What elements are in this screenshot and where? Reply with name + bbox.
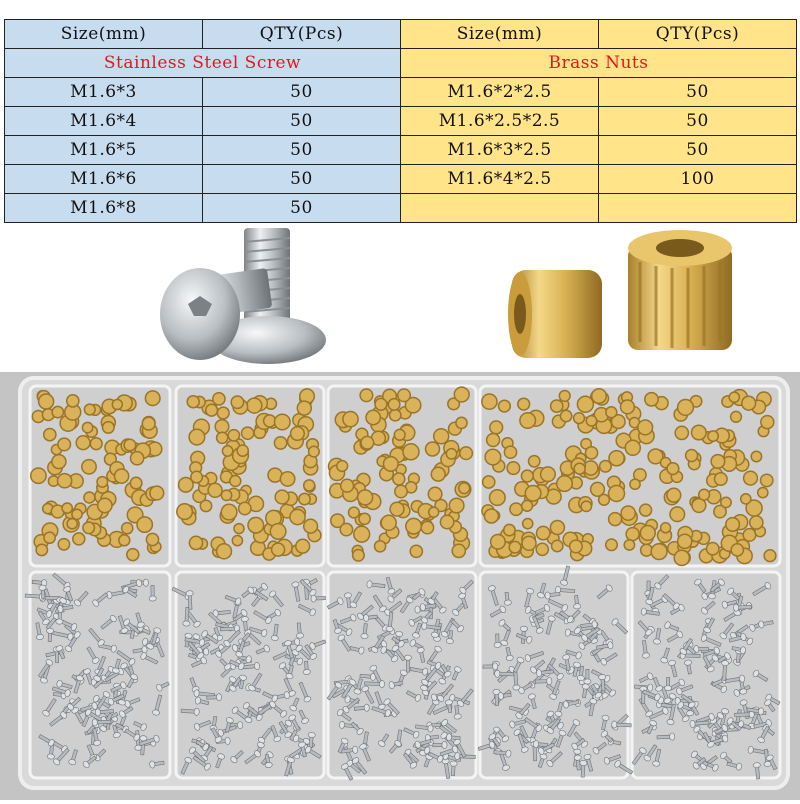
brass-nut	[98, 498, 112, 512]
brass-nut	[521, 470, 533, 482]
brass-nut	[124, 439, 136, 451]
brass-nut	[529, 456, 540, 467]
brass-nut	[31, 468, 46, 483]
brass-nut	[142, 417, 155, 430]
brass-nut	[520, 413, 536, 429]
section-title-nuts: Brass Nuts	[401, 49, 797, 78]
brass-nut	[577, 396, 593, 412]
brass-nut	[599, 494, 610, 505]
brass-nut	[707, 543, 719, 555]
brass-nut	[360, 389, 373, 402]
brass-nut	[97, 477, 108, 488]
brass-nut	[150, 486, 164, 500]
brass-nut	[504, 446, 516, 458]
brass-nut	[509, 541, 521, 553]
brass-nut	[626, 528, 639, 541]
brass-nut	[586, 416, 596, 426]
table-row	[5, 136, 797, 165]
screw-qty-cell: 50	[203, 78, 401, 107]
brass-nut	[678, 400, 694, 416]
brass-nut	[217, 407, 229, 419]
product-photos-svg	[0, 222, 800, 372]
brass-nut	[341, 479, 354, 492]
brass-nut	[522, 536, 536, 550]
brass-nut	[606, 407, 617, 418]
brass-nut	[36, 544, 47, 555]
brass-nut	[189, 536, 202, 549]
brass-nut	[574, 413, 585, 424]
brass-nut	[375, 398, 387, 410]
brass-nut	[67, 395, 79, 407]
brass-nut	[758, 488, 768, 498]
brass-nut	[127, 549, 139, 561]
brass-nut	[751, 451, 761, 461]
header-qty-right: QTY(Pcs)	[599, 20, 797, 49]
brass-nut	[750, 516, 763, 529]
brass-nut	[146, 533, 158, 545]
brass-nut	[485, 449, 501, 465]
brass-nut	[550, 521, 564, 535]
brass-nut	[200, 500, 211, 511]
screw-size-cell: M1.6*4	[5, 107, 203, 136]
brass-nut	[621, 400, 635, 414]
brass-nut	[581, 501, 591, 511]
brass-nut	[232, 536, 242, 546]
brass-nut	[523, 519, 533, 529]
header-size-right: Size(mm)	[401, 20, 599, 49]
table-row	[5, 165, 797, 194]
brass-nut	[761, 474, 773, 486]
brass-nut	[76, 436, 90, 450]
brass-nut	[247, 398, 262, 413]
screw-size-cell: M1.6*6	[5, 165, 203, 194]
brass-nut	[52, 406, 63, 417]
brass-nut	[358, 490, 373, 505]
brass-nut	[678, 534, 692, 548]
brass-nut	[222, 446, 232, 456]
brass-nut	[692, 425, 707, 440]
brass-nut	[213, 393, 225, 405]
nut-qty-cell: 50	[599, 78, 797, 107]
brass-nut	[403, 444, 419, 460]
brass-nut	[381, 515, 396, 530]
brass-nut	[428, 487, 442, 501]
assortment-box-svg	[0, 372, 800, 800]
brass-nut	[429, 507, 439, 517]
brass-nut	[744, 471, 758, 485]
brass-nut	[122, 523, 133, 534]
product-photos	[0, 222, 800, 372]
brass-nut	[375, 541, 386, 552]
brass-nut	[686, 450, 698, 462]
brass-nut	[353, 550, 365, 562]
table-row	[5, 194, 797, 223]
brass-nut	[674, 550, 689, 565]
brass-nut	[630, 479, 640, 489]
brass-nut	[499, 400, 511, 412]
brass-nut	[491, 535, 506, 550]
screw-size-cell: M1.6*8	[5, 194, 203, 223]
brass-nut	[275, 490, 289, 504]
brass-nut	[299, 493, 310, 504]
screw-qty-cell: 50	[203, 165, 401, 194]
brass-nut	[84, 404, 95, 415]
brass-nut	[421, 521, 433, 533]
brass-nut	[741, 494, 751, 504]
brass-nut	[39, 394, 54, 409]
brass-nut	[452, 544, 465, 557]
brass-nut	[337, 461, 348, 472]
nut-qty-cell: 100	[599, 165, 797, 194]
brass-nut	[560, 410, 571, 421]
brass-nut	[699, 489, 710, 500]
brass-nut	[557, 476, 573, 492]
brass-nut	[731, 544, 743, 556]
brass-nut	[708, 431, 718, 441]
nut-size-cell	[401, 194, 599, 223]
nut-size-cell: M1.6*4*2.5	[401, 165, 599, 194]
brass-nut	[670, 507, 685, 522]
brass-nut	[507, 462, 520, 475]
brass-nut	[242, 427, 254, 439]
brass-nut	[131, 452, 144, 465]
brass-nut	[483, 476, 495, 488]
screw-qty-cell: 50	[203, 136, 401, 165]
brass-nut	[145, 391, 160, 406]
brass-nut	[638, 420, 653, 435]
section-title-screws: Stainless Steel Screw	[5, 49, 401, 78]
brass-nut	[270, 524, 286, 540]
nut-qty-cell: 50	[599, 136, 797, 165]
brass-nut	[349, 507, 360, 518]
brass-nut	[525, 486, 541, 502]
brass-nut	[115, 469, 129, 483]
brass-nut	[449, 498, 464, 513]
brass-nut	[221, 490, 231, 500]
brass-nut	[456, 417, 467, 428]
brass-nut	[130, 477, 142, 489]
brass-nut	[119, 535, 130, 546]
brass-nut	[103, 422, 115, 434]
brass-nut	[406, 518, 422, 534]
brass-nut	[67, 519, 77, 529]
brass-nut	[434, 429, 449, 444]
brass-nut	[239, 502, 251, 514]
brass-nut	[84, 492, 95, 503]
brass-nut	[743, 529, 756, 542]
brass-nut	[83, 522, 95, 534]
brass-nut	[454, 387, 469, 402]
brass-nut	[215, 420, 229, 434]
brass-nut	[667, 488, 681, 502]
brass-nut	[112, 400, 122, 410]
brass-nut	[366, 410, 380, 424]
brass-nut	[711, 455, 725, 469]
brass-nut	[343, 412, 358, 427]
brass-nut	[274, 437, 286, 449]
brass-nut	[395, 485, 407, 497]
brass-nut	[191, 471, 203, 483]
spec-table	[4, 19, 797, 223]
brass-nut	[394, 429, 405, 440]
brass-nut	[459, 483, 470, 494]
brass-nut	[482, 394, 497, 409]
brass-nut	[487, 434, 500, 447]
nut-size-cell: M1.6*3*2.5	[401, 136, 599, 165]
brass-nut	[536, 543, 548, 555]
brass-nut	[388, 399, 400, 411]
brass-nut	[731, 411, 742, 422]
brass-nut	[280, 472, 294, 486]
brass-nut	[304, 480, 315, 491]
brass-nut	[73, 533, 85, 545]
assortment-box-photo	[0, 372, 800, 800]
brass-nut	[177, 504, 193, 520]
brass-nut	[661, 523, 671, 533]
brass-nut	[390, 502, 404, 516]
brass-nut	[624, 540, 634, 550]
brass-nut	[234, 524, 244, 534]
brass-nut	[675, 426, 688, 439]
brass-nut	[58, 474, 72, 488]
brass-nut	[645, 393, 658, 406]
brass-nut	[384, 457, 399, 472]
brass-nut	[431, 467, 445, 481]
brass-nut	[390, 410, 401, 421]
brass-nut	[667, 463, 679, 475]
brass-nut	[585, 447, 597, 459]
brass-nut	[44, 429, 56, 441]
brass-nut	[208, 483, 222, 497]
nut-size-cell: M1.6*2*2.5	[401, 78, 599, 107]
brass-nut	[504, 524, 515, 535]
brass-nut	[570, 540, 583, 553]
nut-qty-cell	[599, 194, 797, 223]
brass-nut	[606, 539, 618, 551]
brass-nut	[640, 504, 652, 516]
brass-nut	[297, 401, 311, 415]
brass-nut	[189, 429, 205, 445]
brass-nut	[559, 391, 570, 402]
brass-nut	[518, 398, 530, 410]
brass-nut	[217, 432, 228, 443]
brass-nut	[44, 532, 55, 543]
brass-nut	[264, 415, 276, 427]
brass-nut	[52, 455, 66, 469]
brass-nut	[726, 518, 740, 532]
brass-nut	[354, 526, 370, 542]
header-qty-left: QTY(Pcs)	[203, 20, 401, 49]
brass-nut	[592, 389, 607, 404]
brass-nut	[275, 414, 291, 430]
brass-nut	[764, 550, 776, 562]
brass-nut	[359, 513, 370, 524]
brass-nut-photo	[508, 230, 732, 358]
brass-nut	[537, 526, 550, 539]
table-row	[5, 78, 797, 107]
brass-nut	[574, 463, 585, 474]
screw-size-cell: M1.6*3	[5, 78, 203, 107]
screw-size-cell: M1.6*5	[5, 136, 203, 165]
brass-nut	[600, 461, 612, 473]
header-size-left: Size(mm)	[5, 20, 203, 49]
brass-nut	[715, 473, 728, 486]
screw-qty-cell: 50	[203, 194, 401, 223]
brass-nut	[721, 497, 731, 507]
brass-nut	[609, 513, 622, 526]
brass-nut	[361, 436, 374, 449]
brass-nut	[237, 445, 248, 456]
brass-nut	[304, 519, 318, 533]
brass-nut	[552, 540, 563, 551]
brass-nut	[446, 449, 456, 459]
brass-nut	[621, 506, 635, 520]
brass-nut	[551, 400, 563, 412]
brass-nut	[62, 503, 72, 513]
brass-nut	[541, 467, 556, 482]
brass-nut	[398, 389, 411, 402]
brass-nut	[490, 490, 506, 506]
brass-nut	[609, 486, 625, 502]
brass-nut	[291, 427, 305, 441]
stainless-screw-photo	[160, 228, 326, 364]
section-title-row	[5, 49, 797, 78]
brass-nut	[72, 509, 82, 519]
brass-nut	[393, 473, 405, 485]
brass-nut	[187, 396, 199, 408]
brass-nut	[729, 392, 739, 402]
header-row	[5, 20, 797, 49]
brass-nut	[231, 396, 243, 408]
brass-nut	[248, 517, 264, 533]
brass-nut	[651, 544, 667, 560]
brass-nut	[426, 442, 440, 456]
brass-nut	[522, 500, 533, 511]
brass-nut	[217, 544, 232, 559]
brass-nut	[221, 504, 237, 520]
table-row	[5, 107, 797, 136]
brass-nut	[290, 509, 305, 524]
brass-nut	[58, 438, 71, 451]
brass-nut	[137, 517, 152, 532]
brass-nut	[82, 460, 96, 474]
nut-qty-cell: 50	[599, 107, 797, 136]
brass-nut	[228, 430, 239, 441]
brass-nut	[742, 396, 756, 410]
brass-nut	[272, 543, 285, 556]
brass-nut	[640, 526, 655, 541]
brass-nut	[410, 545, 422, 557]
brass-nut	[296, 539, 310, 553]
brass-nut	[625, 440, 640, 455]
brass-nut	[761, 416, 774, 429]
brass-nut	[82, 422, 92, 432]
brass-nut	[340, 523, 352, 535]
brass-nut	[230, 476, 241, 487]
brass-nut	[206, 404, 218, 416]
nut-size-cell: M1.6*2.5*2.5	[401, 107, 599, 136]
brass-nut	[460, 447, 473, 460]
screw-qty-cell: 50	[203, 107, 401, 136]
brass-nut	[309, 446, 320, 457]
brass-nut	[90, 438, 102, 450]
brass-nut	[510, 503, 522, 515]
brass-nut	[490, 421, 503, 434]
brass-nut	[58, 539, 69, 550]
brass-nut	[484, 509, 498, 523]
brass-nut	[440, 515, 453, 528]
